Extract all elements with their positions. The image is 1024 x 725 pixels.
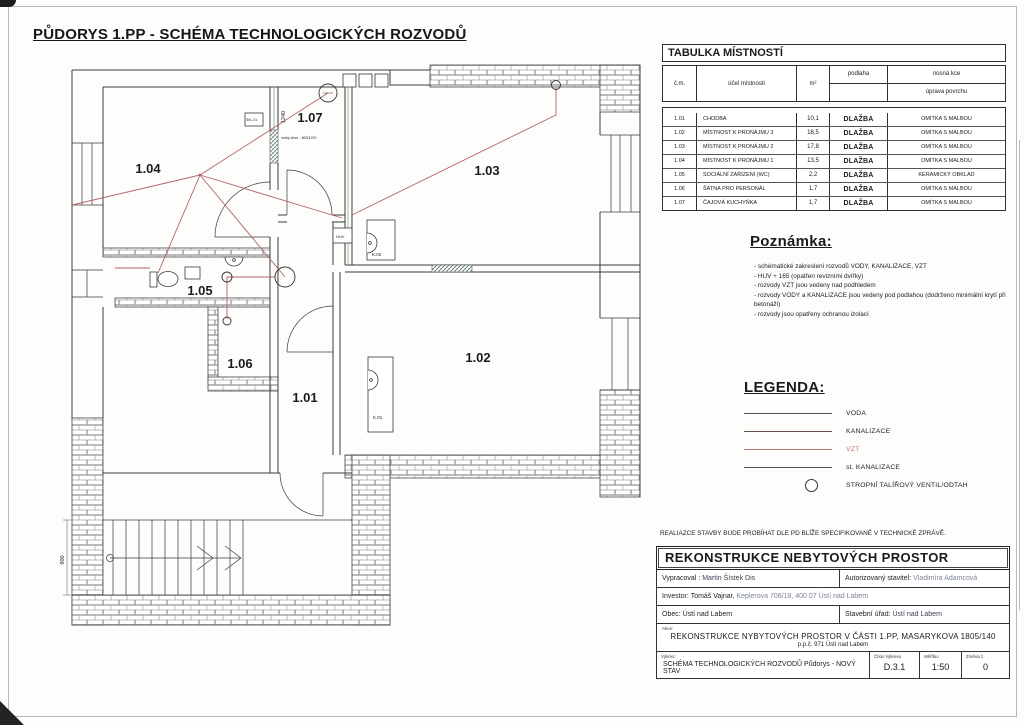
table-row: 1.03 MÍSTNOST K PRONÁJMU 2 17,8 DLAŽBA OMÍTKA S MALBOU [663, 141, 1005, 155]
realization-note: REALIAZCE STAVBY BUDE PROBÍHAT DLE PD BLÍŽE SPECIFIKOVANÉ V TECHNICKÉ ZPRÁVĚ. [660, 530, 946, 537]
legend-item-kanalizace: KANALIZACE [744, 422, 1010, 440]
legend-item-vzt: VZT [744, 440, 1010, 458]
door-jamb-hatch [270, 130, 278, 163]
scale-cell [919, 652, 961, 678]
akce-line1: REKONSTRUKCE NYBYTOVÝCH PROSTOR V ČÁSTI 1.PP, MASARYKOVA 1805/140 [670, 632, 996, 641]
note-item: - schématické zakreslení rozvodů VODY, KANALIZACE, VZT [754, 263, 927, 270]
room-labels [135, 110, 499, 405]
urad-value: Ústí nad Labem [892, 611, 942, 618]
col-header-area: m² [797, 66, 830, 101]
scale-value: 1:50 [931, 662, 950, 672]
huv-label: HUV [336, 234, 345, 239]
room-label-102: 1.02 [465, 350, 491, 365]
title-block [656, 546, 1010, 679]
room-label-105: 1.05 [187, 283, 213, 298]
st-kanalizace-line-sample [744, 467, 832, 468]
title-block-row-investor [656, 588, 1010, 606]
legend-item-voda: VODA [744, 404, 1010, 422]
revision-value: 0 [982, 662, 988, 672]
drawing-number-label: Číslo Výkresu [874, 654, 902, 659]
autorizovany-label: Autorizovaný stavitel: [845, 575, 912, 582]
investor-address: Keplerova 706/18, 400 07 Ústí nad Labem [736, 593, 869, 600]
ceiling-valve-symbol [805, 479, 818, 492]
col-header-num: č.m. [663, 66, 697, 101]
room-table [662, 44, 1006, 211]
dim-1240-label: 1240 [281, 110, 287, 124]
ceiling-valves [222, 81, 561, 326]
notes-section [750, 233, 1012, 320]
vypracoval-value: Martin Šístek Dis [702, 575, 756, 582]
title-block-footer [656, 652, 1010, 679]
notes-title: Poznámka: [750, 233, 832, 250]
scan-artifact-bottom-left [0, 701, 24, 725]
table-row: 1.02 MÍSTNOST K PRONÁJMU 3 18,5 DLAŽBA OMÍTKA S MALBOU [663, 127, 1005, 141]
staircase [107, 520, 244, 595]
kanalizace-line-sample [744, 431, 832, 432]
obec-value: Ústí nad Labem [682, 611, 733, 618]
window-squares [343, 74, 388, 87]
title-block-row-obec [656, 606, 1010, 624]
room-table-title: TABULKA MÍSTNOSTÍ [662, 44, 1006, 62]
drawing-title: PŮDORYS 1.PP - SCHÉMA TECHNOLOGICKÝCH ROZVODŮ [33, 26, 467, 43]
obec-label: Obec: [662, 611, 681, 618]
room-label-104: 1.04 [135, 161, 161, 176]
legend-section [744, 379, 1010, 494]
drawing-number-cell [869, 652, 919, 678]
room-table-header [662, 65, 1006, 102]
revision-cell [961, 652, 1009, 678]
room-label-103: 1.03 [474, 163, 500, 178]
note-item: - rozvody jsou opatřeny ochranou izolací [754, 310, 869, 318]
vzt-node [199, 174, 202, 177]
vykres-label: Výkres: [661, 654, 676, 659]
title-block-heading: REKONSTRUKCE NEBYTOVÝCH PROSTOR [656, 546, 1010, 570]
col-header-purpose: účel místnosti [697, 66, 797, 101]
free-opening-label: volný otvor - 800/1970 [281, 136, 317, 140]
room-label-101: 1.01 [292, 390, 318, 405]
floor-plan [55, 55, 655, 670]
legend-title: LEGENDA: [744, 379, 825, 396]
scale-label: Měřítko [924, 654, 939, 659]
akce-line2: p.p.č. 971 Ústí nad Labem [797, 642, 869, 648]
drawing-number-value: D.3.1 [883, 662, 906, 672]
legend-item-ventil: STROPNÍ TALÍŘOVÝ VENTIL/ODTAH [744, 476, 1010, 494]
room-label-107: 1.07 [297, 110, 323, 125]
table-row: 1.05 SOCIÁLNÍ ZAŘÍZENÍ (WC) 2,2 DLAŽBA KERAMICKÝ OBKLAD [663, 169, 1005, 183]
investor-label: Investor: [662, 593, 689, 600]
revision-label: Změna č. [966, 654, 985, 659]
urad-label: Stavební úřad: [845, 611, 891, 618]
k01-label: K.01 [373, 415, 383, 420]
voda-line-sample [744, 413, 832, 414]
k02-label: K.02 [372, 252, 382, 257]
vykres-cell [657, 652, 869, 678]
vykres-value: SCHÉMA TECHNOLOGICKÝCH ROZVODŮ Půdorys - NOVÝ STAV [663, 661, 856, 675]
note-item: - rozvody VZT jsou vedeny nad podhledem [754, 282, 876, 290]
vypracoval-label: Vypracoval : [662, 575, 701, 582]
vzt-line-sample [744, 449, 832, 450]
note-item: - HUV + 165 (opatřen revizními dvířky) [754, 272, 864, 280]
skl-label: SKL.01 [246, 118, 258, 122]
col-header-surface: nosná kce úprava povrchu [888, 66, 1005, 101]
stair-dimension [60, 520, 71, 595]
title-block-row-authors [656, 570, 1010, 588]
table-row: 1.04 MÍSTNOST K PRONÁJMU 1 13,5 DLAŽBA OMÍTKA S MALBOU [663, 155, 1005, 169]
scan-artifact-right-edge [1019, 140, 1020, 610]
door-arcs [215, 170, 333, 516]
table-row: 1.07 ČAJOVÁ KUCHYŇKA 1,7 DLAŽBA OMÍTKA S MALBOU [663, 197, 1005, 210]
legend-item-st-kanalizace: st. KANALIZACE [744, 458, 1010, 476]
note-item: - rozvody VODY a KANALIZACE jsou vedeny pod podlahou (dodrženo minimální krytí při betonáži) [754, 291, 1006, 309]
autorizovany-value: Vladimíra Adamcová [913, 575, 978, 582]
notes-list [754, 262, 1012, 320]
col-header-floor: podlaha [830, 66, 888, 101]
wall-lines [72, 65, 640, 520]
masonry-walls [72, 65, 640, 625]
room-label-106: 1.06 [227, 356, 253, 371]
room-table-body [662, 107, 1006, 211]
dim-900-label: 900 [60, 555, 66, 565]
investor-name: Tomáš Vajnar, [690, 593, 735, 600]
table-row: 1.06 ŠATNA PRO PERSONÁL 1,7 DLAŽBA OMÍTKA S MALBOU [663, 183, 1005, 197]
title-block-row-akce [656, 624, 1010, 652]
akce-label: Akce: [662, 626, 674, 631]
table-row: 1.01 CHODBA 10,1 DLAŽBA OMÍTKA S MALBOU [663, 113, 1005, 127]
legend-items [744, 404, 1010, 494]
threshold-hatch [432, 265, 472, 272]
